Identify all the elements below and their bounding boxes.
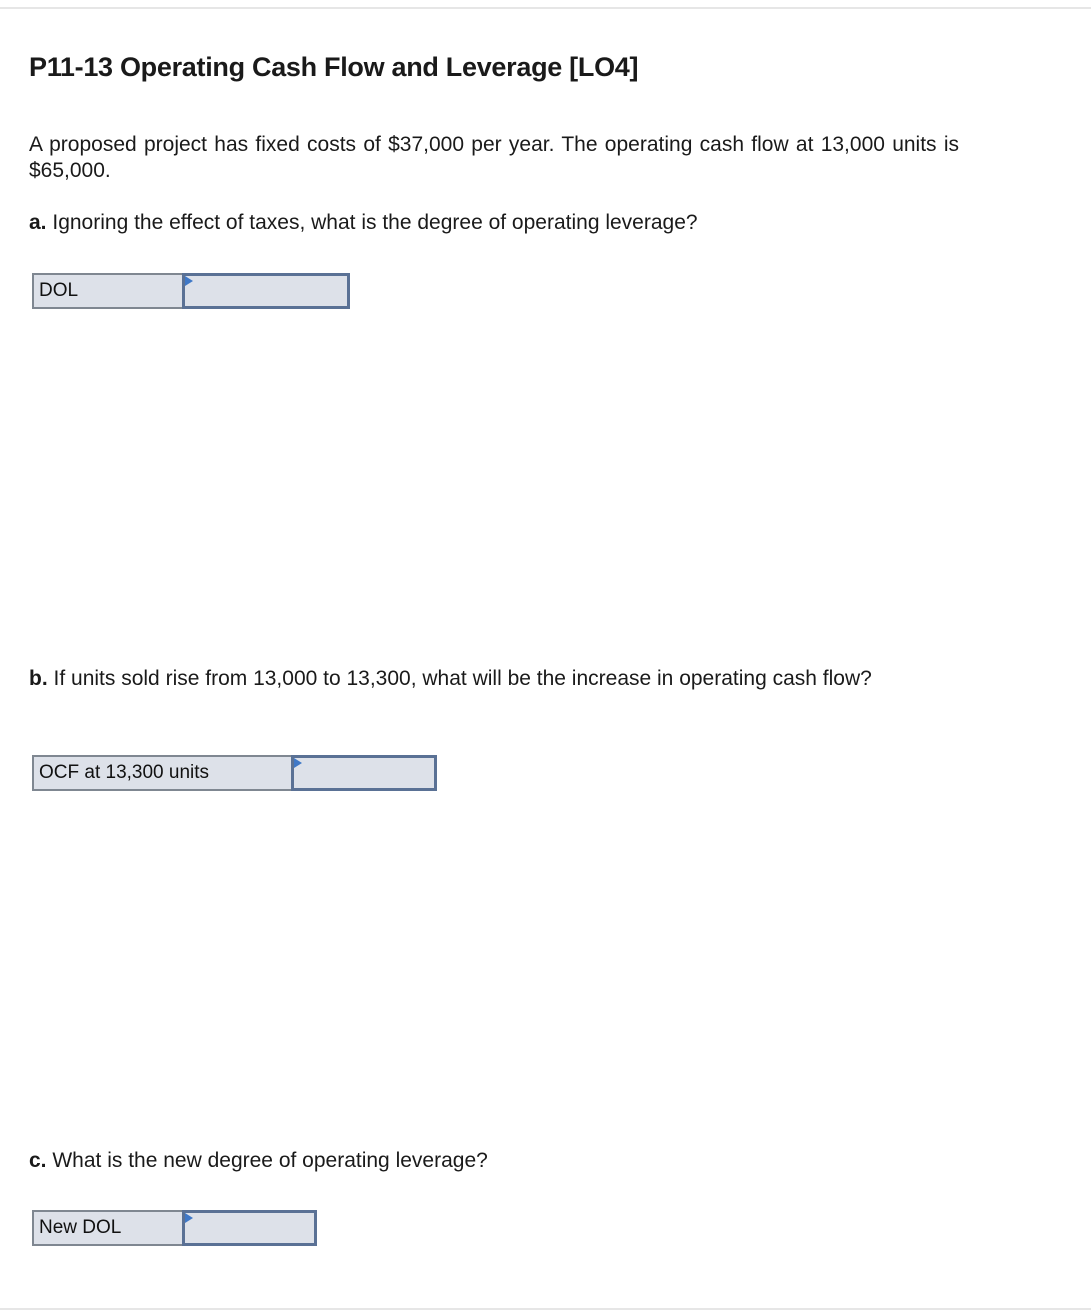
new-dol-input-cell[interactable] [182, 1210, 317, 1246]
dol-input-cell[interactable] [182, 273, 350, 309]
question-c-letter: c. [29, 1149, 47, 1172]
problem-title: P11-13 Operating Cash Flow and Leverage [LO4] [29, 52, 639, 82]
new-dol-input[interactable] [185, 1213, 314, 1243]
answer-row-ocf [32, 755, 437, 791]
question-c-text: What is the new degree of operating leverage? [52, 1149, 488, 1172]
bottom-divider [0, 1308, 1091, 1310]
problem-intro: A proposed project has fixed costs of $37,000 per year. The operating cash flow at 13,000 units is $65,000. [29, 133, 959, 182]
dol-input[interactable] [185, 276, 347, 306]
answer-row-new-dol [32, 1210, 317, 1246]
question-a-text: Ignoring the effect of taxes, what is the degree of operating leverage? [52, 211, 698, 234]
question-a [29, 210, 959, 236]
question-a-letter: a. [29, 211, 47, 234]
question-b-letter: b. [29, 667, 48, 690]
cell-marker-icon [294, 758, 302, 768]
question-b [29, 666, 959, 692]
ocf-label: OCF at 13,300 units [32, 755, 291, 791]
question-b-text: If units sold rise from 13,000 to 13,300, what will be the increase in operating cash flow? [53, 667, 872, 690]
dol-label: DOL [32, 273, 182, 309]
new-dol-label: New DOL [32, 1210, 182, 1246]
answer-row-dol [32, 273, 350, 309]
cell-marker-icon [185, 1213, 193, 1223]
top-divider [0, 7, 1091, 9]
ocf-input[interactable] [294, 758, 434, 788]
question-c [29, 1148, 959, 1174]
ocf-input-cell[interactable] [291, 755, 437, 791]
cell-marker-icon [185, 276, 193, 286]
